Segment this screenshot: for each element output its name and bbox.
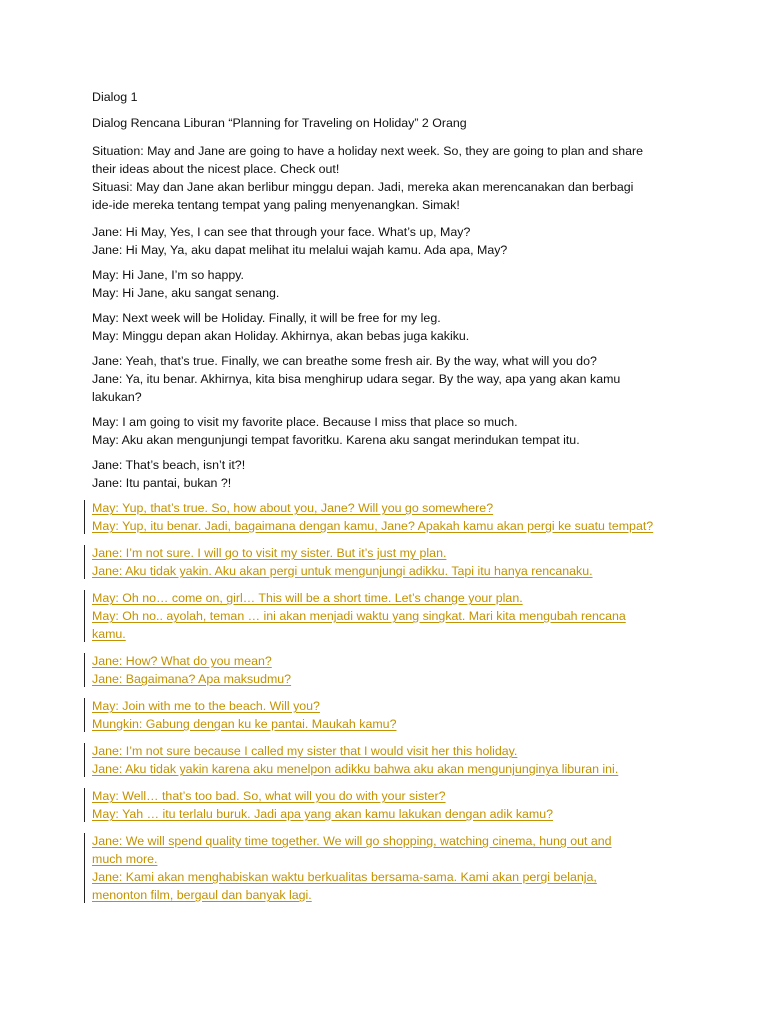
situation-line: Situation: May and Jane are going to have a holiday next week. So, they are going to plan and share bbox=[92, 144, 644, 158]
dialog-exchange bbox=[92, 309, 708, 345]
dialog-line: lakukan? bbox=[92, 390, 142, 404]
dialog-line: much more. bbox=[92, 852, 158, 866]
dialog-line: Jane: Hi May, Ya, aku dapat melihat itu melalui wajah kamu. Ada apa, May? bbox=[92, 243, 508, 257]
situation-line: ide-ide mereka tentang tempat yang paling menyenangkan. Simak! bbox=[92, 198, 460, 212]
dialog-line: May: Join with me to the beach. Will you? bbox=[92, 699, 320, 713]
dialog-line: Jane: Bagaimana? Apa maksudmu? bbox=[92, 672, 292, 686]
dialog-line: May: Aku akan mengunjungi tempat favoritku. Karena aku sangat merindukan tempat itu. bbox=[92, 433, 580, 447]
dialog-exchange bbox=[92, 352, 708, 406]
dialog-line: kamu. bbox=[92, 627, 126, 641]
revised-dialog-exchange bbox=[92, 742, 708, 778]
dialog-line: May: Hi Jane, I’m so happy. bbox=[92, 268, 244, 282]
dialog-line: Jane: Yeah, that’s true. Finally, we can breathe some fresh air. By the way, what will you do? bbox=[92, 354, 597, 368]
dialog-line: May: Hi Jane, aku sangat senang. bbox=[92, 286, 280, 300]
revised-dialog-exchange bbox=[92, 652, 708, 688]
situation-line: their ideas about the nicest place. Check out! bbox=[92, 162, 340, 176]
dialog-line: Jane: Hi May, Yes, I can see that through your face. What’s up, May? bbox=[92, 225, 471, 239]
revised-dialog-exchange bbox=[92, 544, 708, 580]
dialog-line: Jane: That’s beach, isn’t it?! bbox=[92, 458, 246, 472]
dialog-line: Jane: Kami akan menghabiskan waktu berkualitas bersama-sama. Kami akan pergi belanja, bbox=[92, 870, 597, 884]
dialog-line: Jane: I’m not sure. I will go to visit my sister. But it’s just my plan. bbox=[92, 546, 447, 560]
dialog-line: Jane: Ya, itu benar. Akhirnya, kita bisa menghirup udara segar. By the way, apa yang akan kamu bbox=[92, 372, 621, 386]
revised-dialog-exchange bbox=[92, 787, 708, 823]
dialog-line: May: Oh no.. ayolah, teman … ini akan menjadi waktu yang singkat. Mari kita mengubah rencana bbox=[92, 609, 626, 623]
dialog-exchange bbox=[92, 456, 708, 492]
situation-paragraph-body bbox=[92, 142, 708, 214]
dialog-line: Jane: Aku tidak yakin karena aku menelpon adikku bahwa aku akan mengunjunginya liburan ini. bbox=[92, 762, 619, 776]
dialog-line: May: I am going to visit my favorite place. Because I miss that place so much. bbox=[92, 415, 518, 429]
dialog-line: May: Yup, that’s true. So, how about you, Jane? Will you go somewhere? bbox=[92, 501, 494, 515]
dialog-section bbox=[92, 223, 708, 492]
dialog-line: Jane: I’m not sure because I called my sister that I would visit her this holiday. bbox=[92, 744, 518, 758]
dialog-line: May: Yup, itu benar. Jadi, bagaimana dengan kamu, Jane? Apakah kamu akan pergi ke suatu tempat? bbox=[92, 519, 654, 533]
document-title: Dialog Rencana Liburan “Planning for Traveling on Holiday” 2 Orang bbox=[92, 116, 467, 130]
dialog-exchange bbox=[92, 413, 708, 449]
revised-dialog-exchange bbox=[92, 589, 708, 643]
revised-dialog-exchange bbox=[92, 697, 708, 733]
dialog-exchange bbox=[92, 266, 708, 302]
dialog-line: May: Oh no… come on, girl… This will be a short time. Let’s change your plan. bbox=[92, 591, 523, 605]
dialog-line: May: Well… that’s too bad. So, what will you do with your sister? bbox=[92, 789, 446, 803]
revised-dialog-exchange bbox=[92, 499, 708, 535]
dialog-line: Jane: How? What do you mean? bbox=[92, 654, 272, 668]
situation-line: Situasi: May dan Jane akan berlibur minggu depan. Jadi, mereka akan merencanakan dan berbagi bbox=[92, 180, 634, 194]
dialog-line: menonton film, bergaul dan banyak lagi. bbox=[92, 888, 312, 902]
dialog-line: May: Minggu depan akan Holiday. Akhirnya, akan bebas juga kakiku. bbox=[92, 329, 470, 343]
dialog-line: Jane: Itu pantai, bukan ?! bbox=[92, 476, 232, 490]
revised-dialog-exchange bbox=[92, 832, 708, 904]
dialog-line: Mungkin: Gabung dengan ku ke pantai. Maukah kamu? bbox=[92, 717, 397, 731]
document-heading: Dialog 1 bbox=[92, 90, 138, 104]
dialog-exchange bbox=[92, 223, 708, 259]
revised-dialog-section bbox=[92, 499, 708, 904]
dialog-line: Jane: We will spend quality time together. We will go shopping, watching cinema, hung out and bbox=[92, 834, 612, 848]
dialog-line: May: Next week will be Holiday. Finally, it will be free for my leg. bbox=[92, 311, 441, 325]
dialog-line: May: Yah … itu terlalu buruk. Jadi apa yang akan kamu lakukan dengan adik kamu? bbox=[92, 807, 554, 821]
dialog-line: Jane: Aku tidak yakin. Aku akan pergi untuk mengunjungi adikku. Tapi itu hanya rencanaku. bbox=[92, 564, 593, 578]
situation-paragraph bbox=[92, 142, 708, 214]
